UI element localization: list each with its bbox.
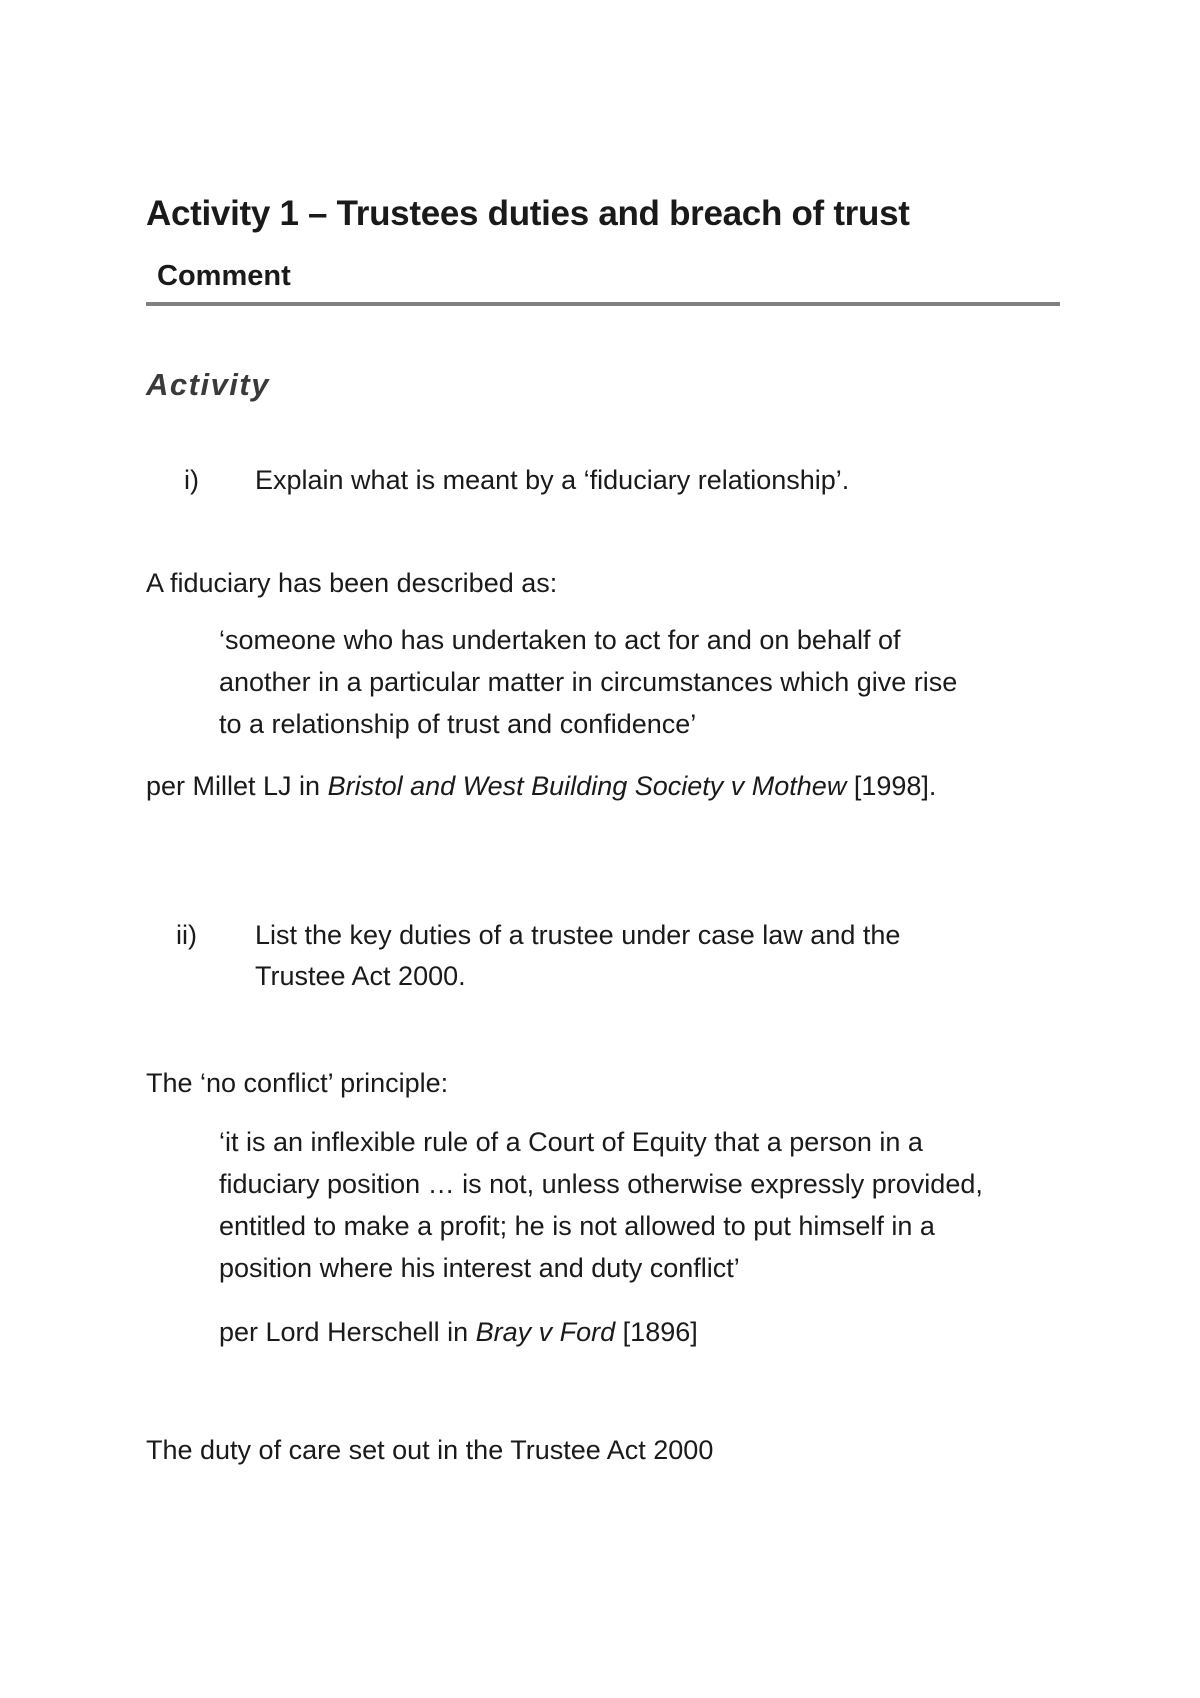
question-2-text — [255, 915, 900, 997]
citation-case-name: Bristol and West Building Society v Mothew — [327, 771, 847, 801]
question-1-number: i) — [184, 465, 199, 495]
no-conflict-citation — [219, 1312, 698, 1353]
fiduciary-quote-line-3: to a relationship of trust and confidence’ — [219, 709, 697, 739]
question-2-line-2: Trustee Act 2000. — [255, 961, 466, 991]
no-conflict-quote-line-4: position where his interest and duty conflict’ — [219, 1253, 740, 1283]
fiduciary-quote-line-2: another in a particular matter in circumstances which give rise — [219, 667, 958, 697]
no-conflict-quote-line-1: ‘it is an inflexible rule of a Court of Equity that a person in a — [219, 1127, 923, 1157]
no-conflict-quote-line-3: entitled to make a profit; he is not allowed to put himself in a — [219, 1211, 935, 1241]
citation-prefix: per Lord Herschell in — [219, 1317, 476, 1347]
fiduciary-intro: A fiduciary has been described as: — [146, 568, 558, 598]
question-2-line-1: List the key duties of a trustee under case law and the — [255, 920, 901, 950]
no-conflict-quote — [219, 1121, 983, 1289]
fiduciary-citation — [146, 766, 936, 807]
citation-prefix: per Millet LJ in — [146, 771, 328, 801]
citation-suffix: [1998]. — [846, 771, 937, 801]
no-conflict-intro: The ‘no conflict’ principle: — [146, 1068, 449, 1098]
heading-divider — [146, 302, 1060, 306]
question-1-text: Explain what is meant by a ‘fiduciary relationship’. — [255, 465, 850, 495]
fiduciary-quote — [219, 619, 957, 745]
comment-heading: Comment — [157, 260, 291, 292]
duty-of-care-heading: The duty of care set out in the Trustee Act 2000 — [146, 1435, 714, 1465]
question-2-number: ii) — [176, 920, 197, 950]
citation-case-name: Bray v Ford — [475, 1317, 616, 1347]
no-conflict-quote-line-2: fiduciary position … is not, unless otherwise expressly provided, — [219, 1169, 983, 1199]
page-title: Activity 1 – Trustees duties and breach of trust — [146, 194, 910, 233]
citation-suffix: [1896] — [615, 1317, 698, 1347]
activity-heading: Activity — [146, 367, 270, 402]
fiduciary-quote-line-1: ‘someone who has undertaken to act for and on behalf of — [219, 625, 901, 655]
